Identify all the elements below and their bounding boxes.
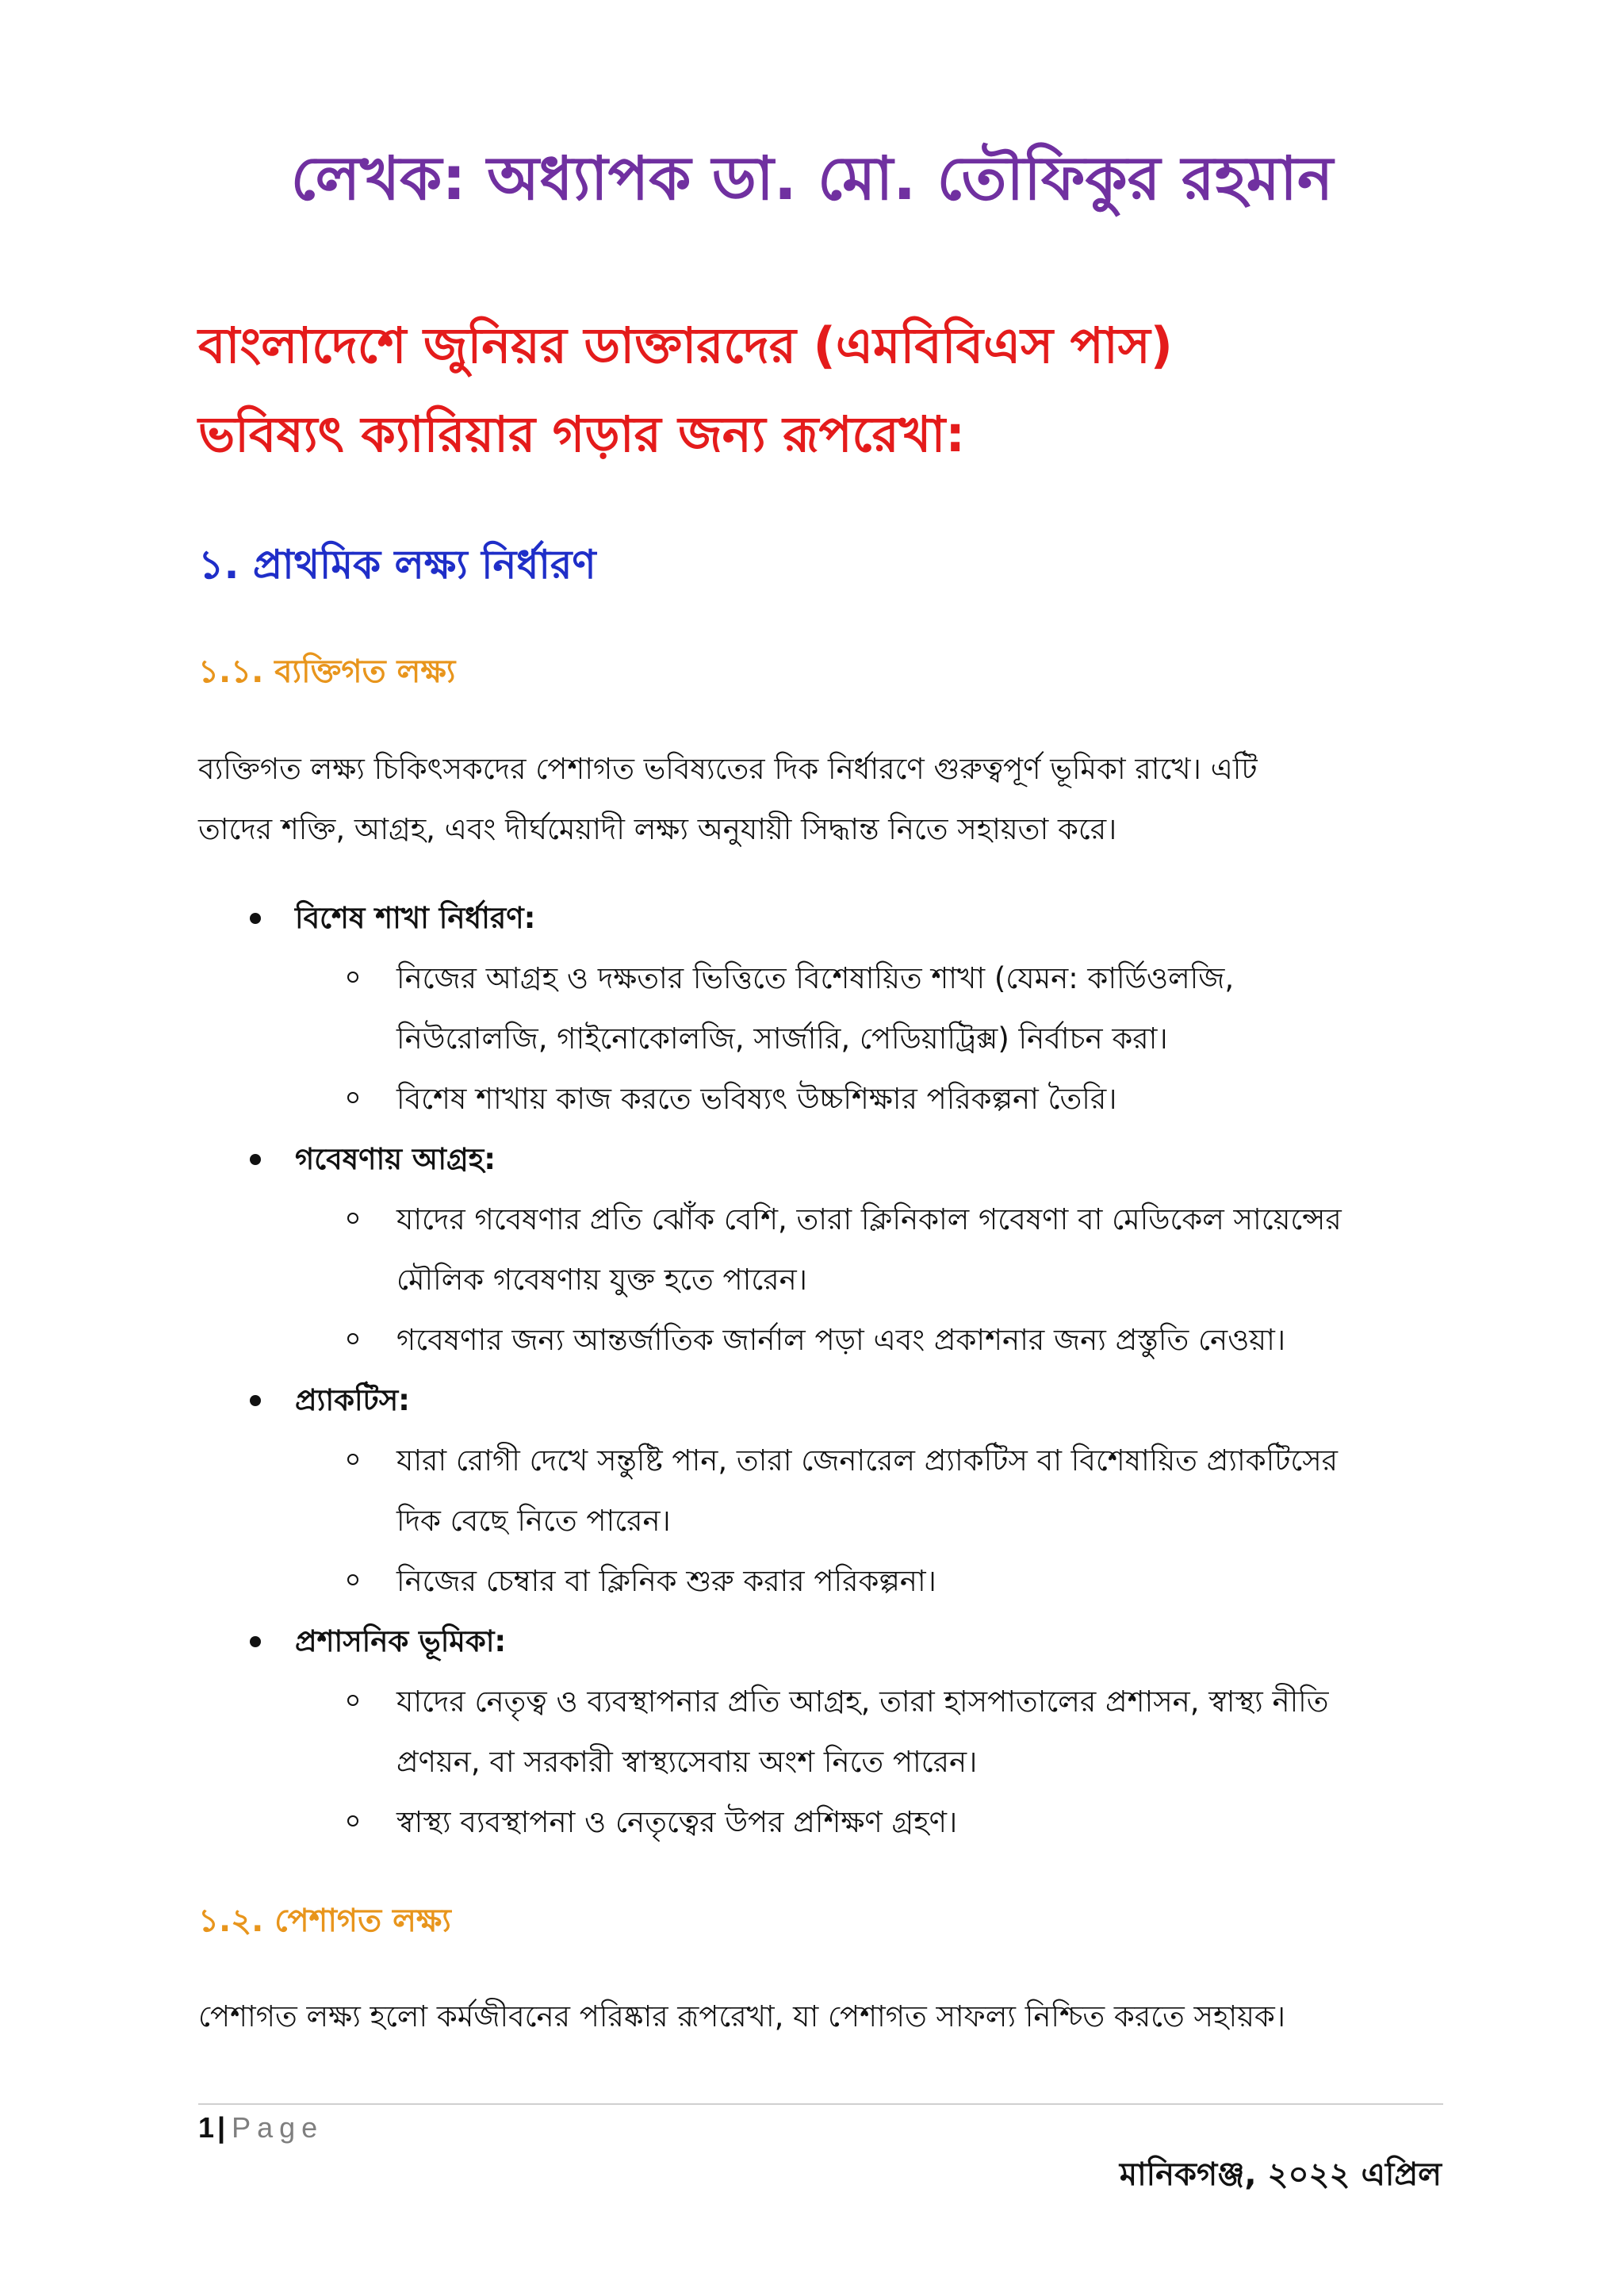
sub-list-item — [198, 1672, 1467, 1792]
hollow-bullet-icon — [347, 1574, 358, 1585]
sub-item-line: গবেষণার জন্য আন্তর্জাতিক জার্নাল পড়া এবং প্রকাশনার জন্য প্রস্তুতি নেওয়া। — [396, 1323, 1286, 1357]
hollow-bullet-icon — [347, 1333, 358, 1344]
sub-item-line: প্রণয়ন, বা সরকারী স্বাস্থ্যসেবায় অংশ নিতে পারেন। — [396, 1745, 978, 1779]
paragraph-line: পেশাগত লক্ষ্য হলো কর্মজীবনের পরিষ্কার রূপরেখা, যা পেশাগত সাফল্য নিশ্চিত করতে সহায়ক। — [198, 1999, 1286, 2033]
page-number-separator: | — [217, 2111, 226, 2144]
bullet-label: বিশেষ শাখা নির্ধারণ: — [295, 901, 536, 935]
bullet-dot-icon — [250, 913, 261, 924]
paragraph-line: ব্যক্তিগত লক্ষ্য চিকিৎসকদের পেশাগত ভবিষ্যতের দিক নির্ধারণে গুরুত্বপূর্ণ ভূমিকা রাখে। এটি — [198, 752, 1258, 786]
hollow-bullet-icon — [347, 1815, 358, 1826]
sub-item-line: যাদের গবেষণার প্রতি ঝোঁক বেশি, তারা ক্লিনিকাল গবেষণা বা মেডিকেল সায়েন্সের — [396, 1202, 1342, 1236]
section-1-1-heading: ১.১. ব্যক্তিগত লক্ষ্য — [198, 654, 456, 690]
document-title — [198, 301, 1467, 479]
sub-item-line: নিজের চেম্বার বা ক্লিনিক শুরু করার পরিকল্পনা। — [396, 1564, 936, 1598]
sub-item-line: দিক বেছে নিতে পারেন। — [396, 1504, 671, 1538]
sub-list-item — [198, 949, 1467, 1069]
hollow-bullet-icon — [347, 1213, 358, 1224]
hollow-bullet-icon — [347, 1092, 358, 1103]
page-number-value: 1 — [198, 2111, 215, 2144]
page-number — [198, 2108, 324, 2148]
sub-item-line: মৌলিক গবেষণায় যুক্ত হতে পারেন। — [396, 1263, 807, 1297]
bullet-label: প্র্যাকটিস: — [295, 1383, 410, 1417]
hollow-bullet-icon — [347, 1695, 358, 1706]
author-line: লেখক: অধ্যাপক ডা. মো. তৌফিকুর রহমান — [290, 143, 1334, 213]
goal-bullet-list — [198, 888, 1467, 1853]
sub-list-item — [198, 1431, 1467, 1551]
sub-item-line: নিজের আগ্রহ ও দক্ষতার ভিত্তিতে বিশেষায়িত শাখা (যেমন: কার্ডিওলজি, — [396, 961, 1235, 995]
footer-place-date: মানিকগঞ্জ, ২০২২ এপ্রিল — [1119, 2156, 1442, 2193]
title-line-2: ভবিষ্যৎ ক্যারিয়ার গড়ার জন্য রূপরেখা: — [198, 405, 966, 463]
list-item — [198, 1370, 1467, 1612]
list-item — [198, 1612, 1467, 1853]
sub-list-item — [198, 1069, 1467, 1129]
section-1-1-paragraph — [198, 739, 1451, 860]
page-word: Page — [232, 2111, 324, 2144]
sub-item-line: যারা রোগী দেখে সন্তুষ্টি পান, তারা জেনারেল প্র্যাকটিস বা বিশেষায়িত প্র্যাকটিসের — [396, 1443, 1339, 1478]
sub-item-line: বিশেষ শাখায় কাজ করতে ভবিষ্যৎ উচ্চশিক্ষার পরিকল্পনা তৈরি। — [396, 1082, 1117, 1116]
bullet-label: গবেষণায় আগ্রহ: — [295, 1142, 496, 1176]
sub-list-item — [198, 1551, 1467, 1612]
sub-list-item — [198, 1310, 1467, 1370]
hollow-bullet-icon — [347, 1454, 358, 1465]
sub-item-line: যাদের নেতৃত্ব ও ব্যবস্থাপনার প্রতি আগ্রহ, তারা হাসপাতালের প্রশাসন, স্বাস্থ্য নীতি — [396, 1685, 1329, 1719]
list-item — [198, 888, 1467, 1129]
paragraph-line: তাদের শক্তি, আগ্রহ, এবং দীর্ঘমেয়াদী লক্ষ্য অনুযায়ী সিদ্ধান্ত নিতে সহায়তা করে। — [198, 812, 1117, 846]
bullet-dot-icon — [250, 1154, 261, 1165]
section-1-2-heading: ১.২. পেশাগত লক্ষ্য — [198, 1903, 451, 1939]
bullet-dot-icon — [250, 1636, 261, 1647]
section-1-2-paragraph — [198, 1987, 1451, 2047]
title-line-1: বাংলাদেশে জুনিয়র ডাক্তারদের (এমবিবিএস পাস) — [198, 316, 1174, 374]
sub-list-item — [198, 1792, 1467, 1853]
bullet-label: প্রশাসনিক ভূমিকা: — [295, 1624, 507, 1658]
list-item — [198, 1129, 1467, 1370]
sub-item-line: স্বাস্থ্য ব্যবস্থাপনা ও নেতৃত্বের উপর প্রশিক্ষণ গ্রহণ। — [396, 1805, 958, 1839]
bullet-dot-icon — [250, 1395, 261, 1406]
sub-list-item — [198, 1190, 1467, 1310]
sub-item-line: নিউরোলজি, গাইনোকোলজি, সার্জারি, পেডিয়াট্রিক্স) নির্বাচন করা। — [396, 1022, 1168, 1056]
hollow-bullet-icon — [347, 972, 358, 983]
section-1-heading: ১. প্রাথমিক লক্ষ্য নির্ধারণ — [198, 542, 596, 588]
footer-divider — [198, 2103, 1443, 2105]
